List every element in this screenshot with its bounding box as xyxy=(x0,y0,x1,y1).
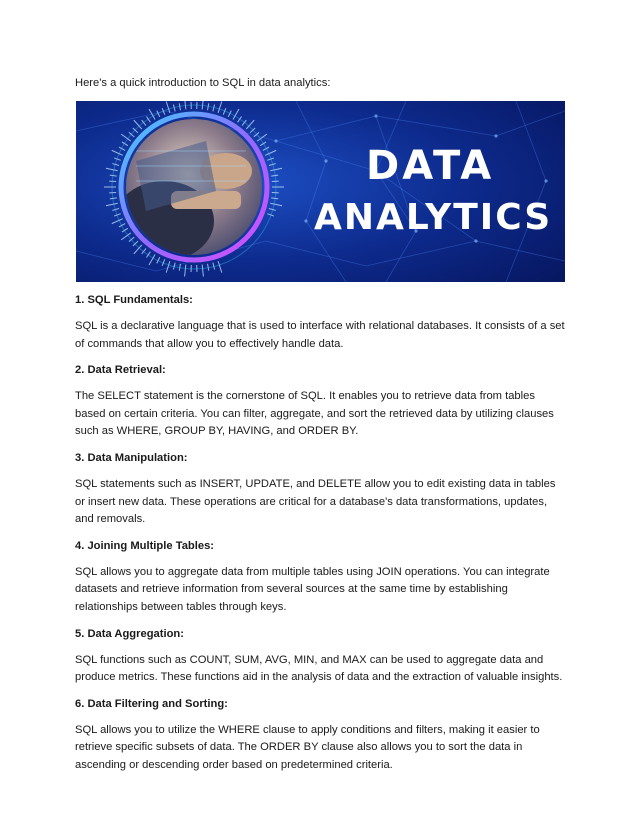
section xyxy=(75,627,565,687)
section xyxy=(75,697,565,775)
section xyxy=(75,451,565,529)
section xyxy=(75,293,565,353)
section-title: 5. Data Aggregation: xyxy=(75,627,184,640)
intro-text: Here's a quick introduction to SQL in data analytics: xyxy=(75,77,331,89)
section-body: SQL is a declarative language that is used to interface with relational databases. It consists of a set of commands that allow you to effectively handle data. xyxy=(75,320,565,350)
section-title: 3. Data Manipulation: xyxy=(75,451,188,464)
banner-title-line2: ANALYTICS xyxy=(314,197,553,238)
section-body: The SELECT statement is the cornerstone of SQL. It enables you to retrieve data from tables based on certain criteria. You can filter, aggregate, and sort the retrieved data by utilizing clauses such as WHERE, GROUP BY, HAVING, and ORDER BY. xyxy=(75,390,554,438)
data-analytics-banner xyxy=(76,101,565,282)
section-body: SQL allows you to utilize the WHERE clause to apply conditions and filters, making it easier to retrieve specific subsets of data. The ORDER BY clause also allows you to sort the data in ascending or descending order based on predetermined criteria. xyxy=(75,723,540,771)
section-body: SQL functions such as COUNT, SUM, AVG, MIN, and MAX can be used to aggregate data and produce metrics. These functions aid in the analysis of data and the extraction of valuable insights. xyxy=(75,653,563,684)
section-title: 2. Data Retrieval: xyxy=(75,364,166,377)
section xyxy=(75,363,565,441)
sections-container xyxy=(75,293,565,785)
section-title: 6. Data Filtering and Sorting: xyxy=(75,697,228,710)
section-body: SQL allows you to aggregate data from multiple tables using JOIN operations. You can integrate datasets and retrieve information from several sources at the same time by establishing relationships between tables through keys. xyxy=(75,565,550,613)
section-body: SQL statements such as INSERT, UPDATE, and DELETE allow you to edit existing data in tables or insert new data. These operations are critical for a database's data transformations, updates, and removals. xyxy=(75,477,556,526)
section-title: 4. Joining Multiple Tables: xyxy=(75,539,215,552)
section xyxy=(75,539,565,617)
banner-title-line1: DATA xyxy=(366,143,495,189)
section-title: 1. SQL Fundamentals: xyxy=(75,294,193,306)
